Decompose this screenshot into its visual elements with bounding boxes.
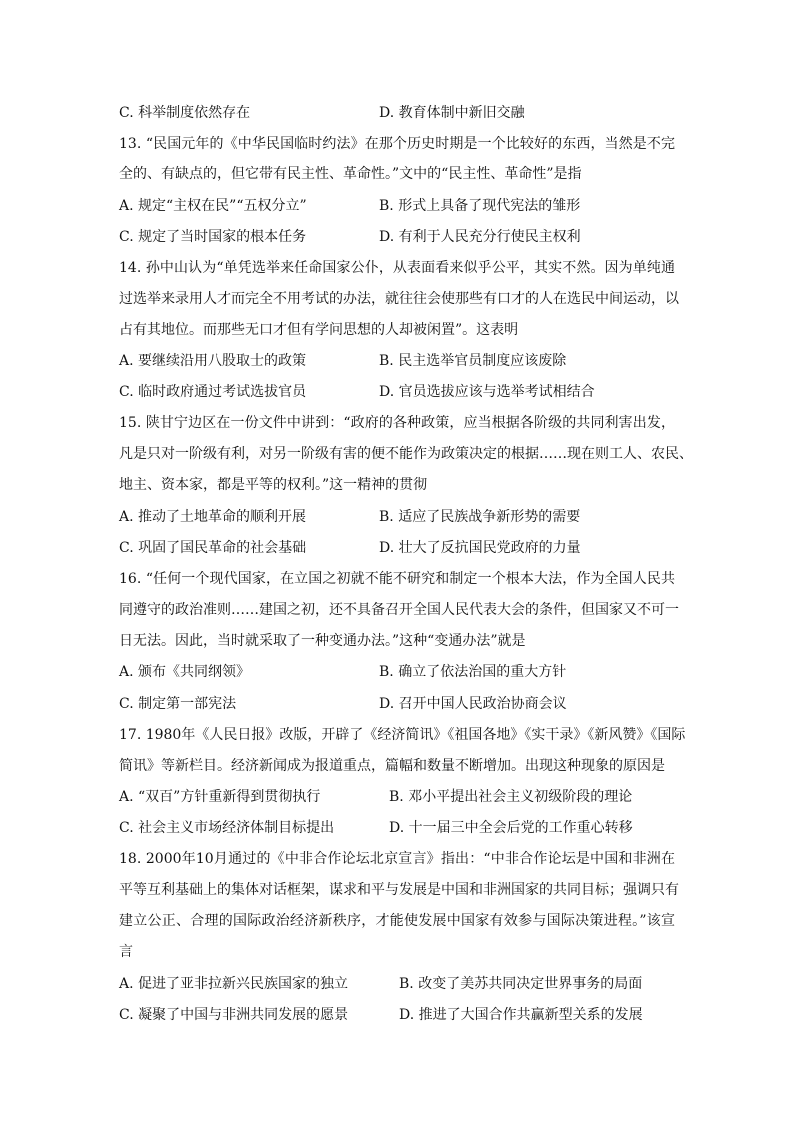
q13-stem-line-2: 全的、有缺点的，但它带有民主性、革命性。”文中的“民主性、革命性”是指 [119, 166, 582, 182]
q14-option-a: A. 要继续沿用八股取士的政策 [119, 353, 307, 369]
q16-stem-line-3: 日无法。因此，当时就采取了一种变通办法。”这种“变通办法”就是 [119, 633, 526, 649]
q17-option-d: D. 十一届三中全会后党的工作重心转移 [389, 820, 633, 836]
q18-option-a: A. 促进了亚非拉新兴民族国家的独立 [119, 976, 349, 992]
q17-stem-line-1: 17. 1980年《人民日报》改版，开辟了《经济简讯》《祖国各地》《实干录》《新风赞》《国际 [119, 727, 686, 743]
q18-option-c: C. 凝聚了中国与非洲共同发展的愿景 [119, 1007, 349, 1023]
q13-stem-line-1: 13. “民国元年的《中华民国临时约法》在那个历史时期是一个比较好的东西，当然是不完 [119, 136, 675, 152]
q16-stem-line-1: 16. “任何一个现代国家，在立国之初就不能不研究和制定一个根本大法，作为全国人民共 [119, 571, 675, 587]
q17-option-a: A. “双百”方针重新得到贯彻执行 [119, 789, 321, 805]
q16-option-a: A. 颁布《共同纲领》 [119, 664, 251, 680]
q14-stem-line-2: 过选举来录用人才而完全不用考试的办法，就往往会使那些有口才的人在选民中间运动，以 [119, 291, 679, 307]
q15-option-d: D. 壮大了反抗国民党政府的力量 [379, 540, 581, 556]
q17-stem-line-2: 简讯》等新栏目。经济新闻成为报道重点，篇幅和数量不断增加。出现这种现象的原因是 [119, 758, 665, 774]
q13-option-d: D. 有利于人民充分行使民主权利 [379, 229, 581, 245]
q18-stem-line-2: 平等互利基础上的集体对话框架，谋求和平与发展是中国和非洲国家的共同目标；强调只有 [119, 882, 679, 898]
q16-option-b: B. 确立了依法治国的重大方针 [379, 664, 567, 680]
q16-option-d: D. 召开中国人民政治协商会议 [379, 696, 567, 712]
q15-option-c: C. 巩固了国民革命的社会基础 [119, 540, 307, 556]
q15-stem-line-3: 地主、资本家，都是平等的权利。”这一精神的贯彻 [119, 477, 428, 493]
q12-option-c: C. 科举制度依然存在 [119, 105, 251, 121]
q15-stem-line-1: 15. 陕甘宁边区在一份文件中讲到：“政府的各种政策，应当根据各阶级的共同利害出发， [119, 415, 675, 431]
q14-option-b: B. 民主选举官员制度应该废除 [379, 353, 567, 369]
q18-stem-line-3: 建立公正、合理的国际政治经济新秩序，才能使发展中国家有效参与国际决策进程。”该宣 [119, 913, 675, 929]
q13-option-a: A. 规定“主权在民”“五权分立” [119, 198, 307, 214]
q16-option-c: C. 制定第一部宪法 [119, 696, 237, 712]
q14-option-d: D. 官员选拔应该与选举考试相结合 [379, 384, 595, 400]
q14-stem-line-3: 占有其地位。而那些无口才但有学问思想的人却被闲置”。这表明 [119, 322, 519, 338]
q17-option-c: C. 社会主义市场经济体制目标提出 [119, 820, 335, 836]
q15-option-a: A. 推动了土地革命的顺利开展 [119, 509, 307, 525]
q12-option-d: D. 教育体制中新旧交融 [379, 105, 525, 121]
q17-option-b: B. 邓小平提出社会主义初级阶段的理论 [389, 789, 633, 805]
q14-option-c: C. 临时政府通过考试选拔官员 [119, 384, 307, 400]
q18-stem-line-1: 18. 2000年10月通过的《中非合作论坛北京宣言》指出：“中非合作论坛是中国和非洲在 [119, 851, 675, 867]
q13-option-c: C. 规定了当时国家的根本任务 [119, 229, 307, 245]
q13-option-b: B. 形式上具备了现代宪法的雏形 [379, 198, 581, 214]
q18-option-d: D. 推进了大国合作共赢新型关系的发展 [399, 1007, 643, 1023]
q15-stem-line-2: 凡是只对一阶级有利，对另一阶级有害的便不能作为政策决定的根据……现在则工人、农民、 [119, 446, 693, 462]
q15-option-b: B. 适应了民族战争新形势的需要 [379, 509, 581, 525]
q18-stem-line-4: 言 [119, 944, 133, 960]
q18-option-b: B. 改变了美苏共同决定世界事务的局面 [399, 976, 643, 992]
q14-stem-line-1: 14. 孙中山认为“单凭选举来任命国家公仆，从表面看来似乎公平，其实不然。因为单纯通 [119, 260, 675, 276]
q16-stem-line-2: 同遵守的政治准则……建国之初，还不具备召开全国人民代表大会的条件，但国家又不可一 [119, 602, 679, 618]
